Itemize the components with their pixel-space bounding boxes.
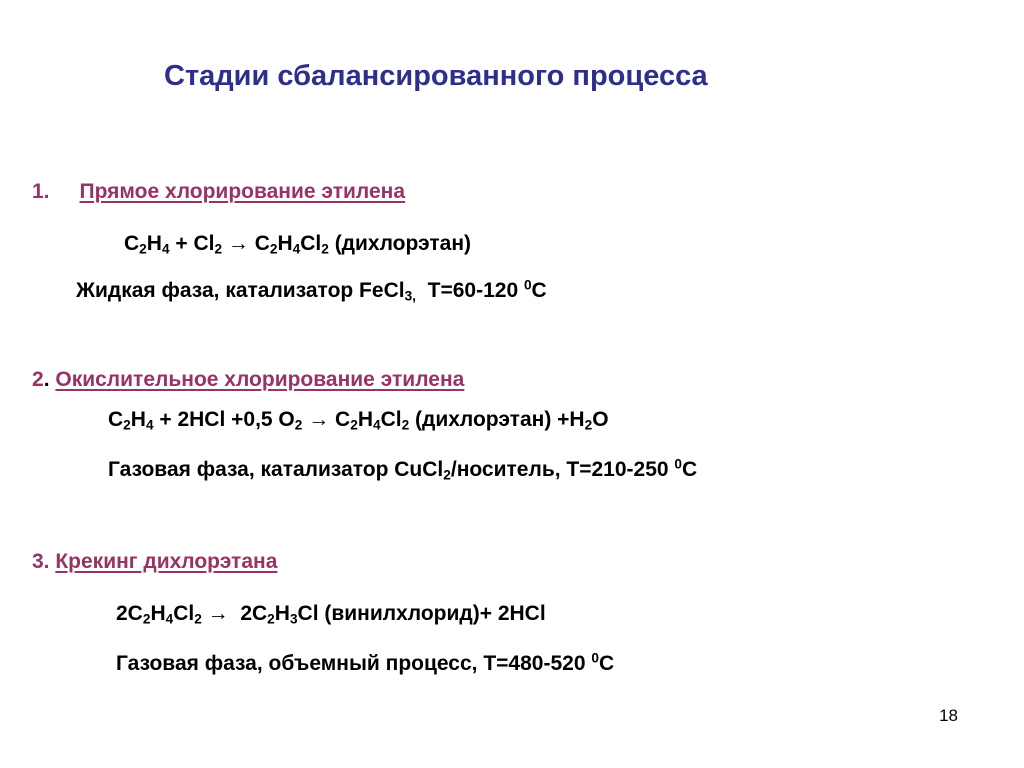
section-1-header (32, 180, 405, 204)
formula-part: + 2HCl +0,5 O (153, 408, 295, 431)
slide-title: Стадии сбалансированного процесса (164, 60, 708, 92)
section-3-heading: Крекинг дихлорэтана (55, 550, 278, 573)
formula-part: 0 (591, 650, 599, 666)
formula-part: 2 (142, 611, 151, 627)
formula-part: 2 (123, 417, 131, 433)
formula-part: H (357, 408, 373, 431)
section-1-heading: Прямое хлорирование этилена (79, 180, 406, 203)
formula-part: Газовая фаза, объемный процесс, T=480-520 (116, 652, 592, 675)
formula-part: 4 (165, 611, 174, 627)
section-2-number: 2 (32, 368, 44, 391)
formula-part: 2 (214, 241, 223, 257)
formula-part: H (274, 602, 290, 625)
formula-part: 2 (321, 241, 329, 257)
section-3-conditions (116, 652, 614, 676)
section-1-number: 1. (32, 180, 50, 203)
formula-part: 2 (350, 417, 358, 433)
formula-part: /носитель, T=210-250 (450, 458, 675, 481)
section-2-conditions (108, 458, 697, 482)
formula-part: (дихлорэтан) +H (409, 408, 585, 431)
formula-part: C (124, 232, 140, 255)
formula-part: 3 (289, 611, 298, 627)
section-2-header (32, 368, 464, 392)
section-3-header (32, 550, 277, 574)
formula-part: O (592, 408, 609, 431)
formula-part: 2 (194, 611, 202, 627)
formula-part: Жидкая фаза, катализатор FeCl (76, 279, 405, 302)
formula-part: 4 (292, 241, 301, 257)
formula-part: 2 (267, 611, 275, 627)
formula-part: 0 (523, 277, 532, 293)
section-3-reaction (116, 602, 546, 626)
formula-part: 2 (294, 417, 303, 433)
formula-part: 2 (443, 467, 451, 483)
formula-part: → C (222, 232, 270, 255)
formula-part: Газовая фаза, катализатор CuCl (108, 458, 444, 481)
page-number: 18 (939, 706, 958, 725)
section-2-number-dot: . (43, 368, 50, 391)
formula-part: C (598, 652, 615, 675)
formula-part: 2 (401, 417, 410, 433)
formula-part: C (531, 279, 547, 302)
formula-part: Cl (380, 408, 402, 431)
formula-part: 4 (161, 241, 170, 257)
section-1-conditions (76, 279, 547, 303)
formula-part: T=60-120 (415, 279, 524, 302)
formula-part: C (108, 408, 124, 431)
formula-part: 2 (269, 241, 278, 257)
formula-part: Cl (173, 602, 195, 625)
formula-part: H (130, 408, 146, 431)
formula-part: 4 (372, 417, 381, 433)
formula-part: → 2C (201, 602, 268, 625)
formula-part: 4 (145, 417, 154, 433)
formula-part: + Cl (169, 232, 215, 255)
formula-part: 2 (139, 241, 147, 257)
formula-part: H (146, 232, 162, 255)
section-3-number: 3. (32, 550, 50, 573)
formula-part: H (277, 232, 293, 255)
formula-part: (дихлорэтан) (328, 232, 472, 255)
formula-part: 2C (116, 602, 143, 625)
formula-part: Cl (винилхлорид)+ 2HCl (297, 602, 546, 625)
formula-part: 2 (584, 417, 593, 433)
formula-part: → C (302, 408, 351, 431)
section-2-heading: Окислительное хлорирование этилена (55, 368, 465, 391)
formula-part: H (150, 602, 166, 625)
section-2-reaction (108, 408, 609, 432)
formula-part: C (682, 458, 698, 481)
formula-part: Cl (300, 232, 322, 255)
section-1-reaction (124, 232, 471, 256)
formula-part: 0 (674, 456, 682, 472)
formula-part: 3, (404, 288, 416, 304)
